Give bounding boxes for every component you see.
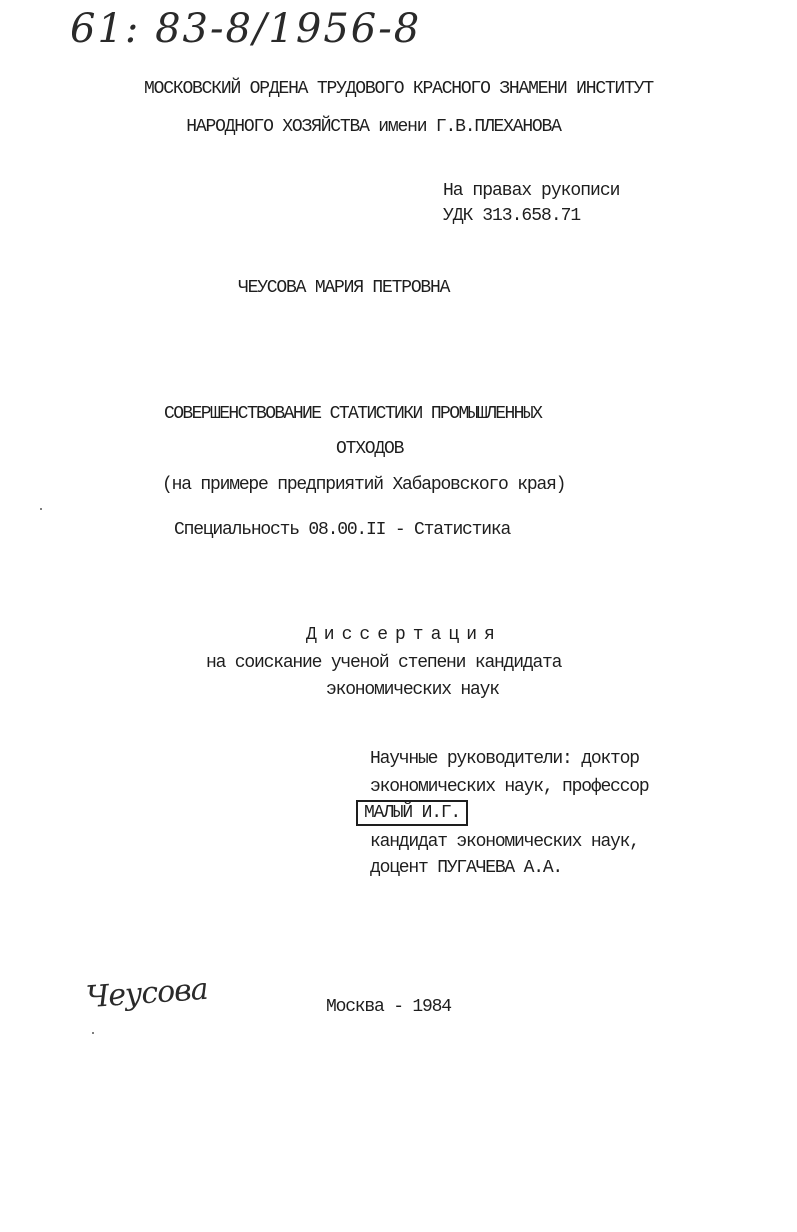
supervisors-line-2: экономических наук, профессор	[370, 777, 649, 797]
supervisors-line-5: доцент ПУГАЧЕВА А.А.	[370, 858, 563, 878]
institute-line-1: МОСКОВСКИЙ ОРДЕНА ТРУДОВОГО КРАСНОГО ЗНАМЕНИ ИНСТИТУТ	[144, 79, 653, 99]
supervisors-line-1: Научные руководители: доктор	[370, 749, 639, 769]
title-line-1: СОВЕРШЕНСТВОВАНИЕ СТАТИСТИКИ ПРОМЫШЛЕННЫХ	[164, 404, 542, 424]
dissertation-degree-line: на соискание ученой степени кандидата	[206, 653, 562, 673]
institute-line-2: НАРОДНОГО ХОЗЯЙСТВА имени Г.В.ПЛЕХАНОВА	[186, 117, 561, 137]
supervisors-line-4: кандидат экономических наук,	[370, 832, 639, 852]
handwritten-catalog-code: 61: 83-8/1956-8	[70, 6, 422, 52]
boxed-name: МАЛЫЙ И.Г.	[356, 800, 468, 826]
rights-note: На правах рукописи	[443, 181, 620, 201]
title-subtitle: (на примере предприятий Хабаровского края)	[162, 475, 566, 495]
city-year: Москва - 1984	[326, 997, 451, 1017]
title-line-2: ОТХОДОВ	[336, 439, 404, 459]
specialty: Специальность 08.00.II - Статистика	[174, 520, 511, 540]
author-signature: Чеусова	[84, 971, 209, 1016]
dissertation-word: Диссертация	[306, 625, 502, 645]
udk-code: УДК 313.658.71	[443, 206, 581, 226]
dissertation-field-line: экономических наук	[326, 680, 499, 700]
scan-speck	[92, 1032, 94, 1034]
supervisor-name-boxed	[356, 800, 468, 826]
scan-speck	[40, 508, 42, 510]
author-name: ЧЕУСОВА МАРИЯ ПЕТРОВНА	[238, 278, 450, 298]
